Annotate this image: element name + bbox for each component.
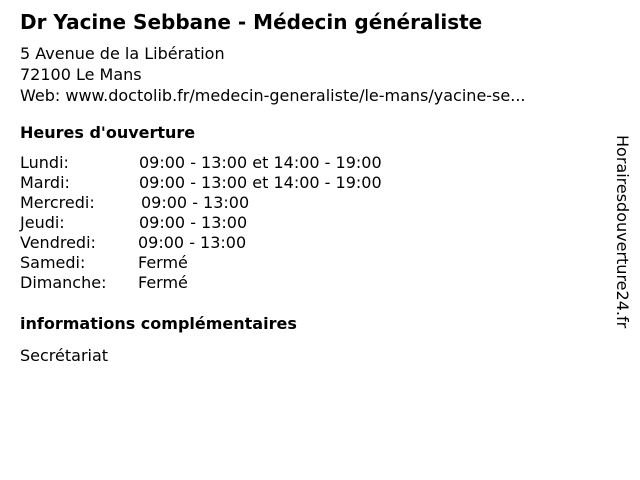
day-label: Samedi: — [20, 253, 86, 272]
day-hours: 09:00 - 13:00 — [139, 213, 248, 232]
additional-info-value: Secrétariat — [20, 346, 109, 365]
day-label: Lundi: — [20, 153, 69, 172]
day-hours: 09:00 - 13:00 — [141, 193, 250, 212]
address-city: 72100 Le Mans — [20, 65, 142, 84]
day-label: Mercredi: — [20, 193, 95, 212]
address-block — [20, 43, 526, 106]
day-label: Vendredi: — [20, 233, 96, 252]
day-label: Jeudi: — [20, 213, 65, 232]
day-hours: 09:00 - 13:00 et 14:00 - 19:00 — [139, 173, 382, 192]
address-web: Web: www.doctolib.fr/medecin-generaliste/le-mans/yacine-se... — [20, 86, 526, 105]
opening-hours-heading: Heures d'ouverture — [20, 123, 196, 142]
page-title: Dr Yacine Sebbane - Médecin généraliste — [20, 10, 483, 34]
address-street: 5 Avenue de la Libération — [20, 44, 225, 63]
day-hours: Fermé — [138, 253, 188, 272]
day-hours: 09:00 - 13:00 — [138, 233, 247, 252]
day-hours: 09:00 - 13:00 et 14:00 - 19:00 — [139, 153, 382, 172]
day-label: Mardi: — [20, 173, 70, 192]
site-watermark — [613, 135, 633, 365]
day-label: Dimanche: — [20, 273, 107, 292]
watermark-text: Horairesdouverture24.fr — [613, 135, 632, 329]
day-hours: Fermé — [138, 273, 188, 292]
additional-info-heading: informations complémentaires — [20, 314, 297, 333]
